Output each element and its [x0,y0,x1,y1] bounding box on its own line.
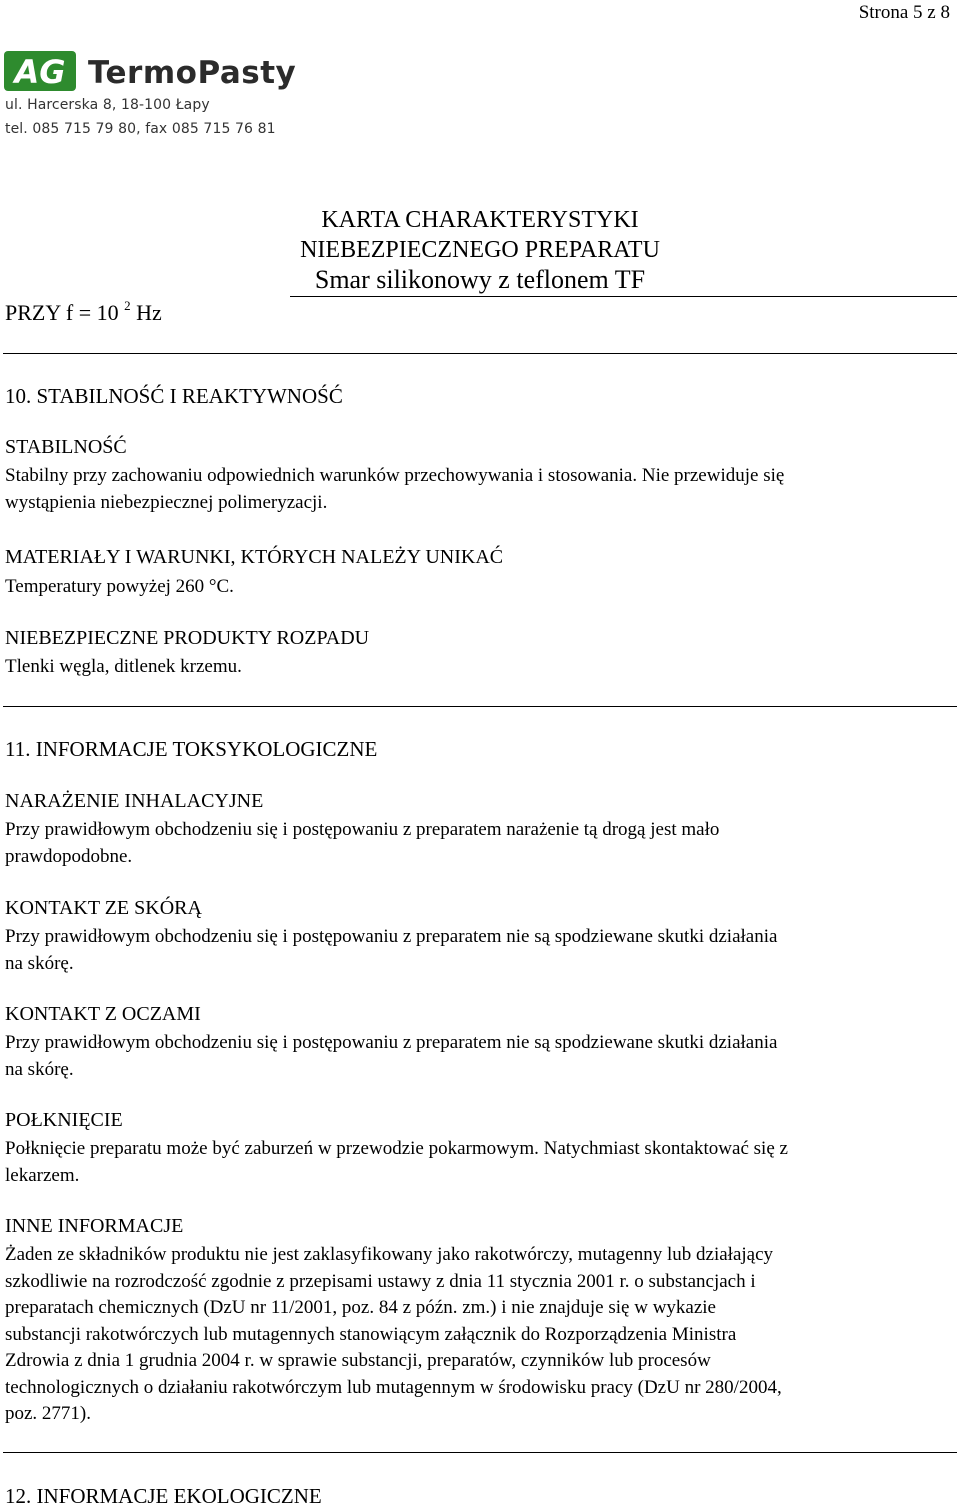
other-info-line: Żaden ze składników produktu nie jest zaklasyfikowany jako rakotwórczy, mutagenny lub działający [5,1244,774,1265]
section-12-heading: 12. INFORMACJE EKOLOGICZNE [5,1484,322,1508]
skin-text [5,924,957,977]
document-title-line-1: KARTA CHARAKTERYSTYKI [321,207,639,233]
eyes-text [5,1030,957,1083]
other-info-line: Zdrowia z dnia 1 grudnia 2004 r. w sprawie substancji, preparatów, czynników lub procesów [5,1350,711,1371]
prefix-exponent: 2 [124,298,131,313]
skin-line-1: Przy prawidłowym obchodzeniu się i postępowaniu z preparatem nie są spodziewane skutki działania [5,926,778,947]
avoid-text: Temperatury powyżej 260 °C. [5,576,234,597]
company-address: ul. Harcerska 8, 18-100 Łapy [5,97,210,113]
document-title-line-2: NIEBEZPIECZNEGO PREPARATU [300,237,660,263]
company-logo [4,48,324,94]
section-divider [3,1452,957,1453]
eyes-heading: KONTAKT Z OCZAMI [5,1003,201,1025]
page-number: Strona 5 z 8 [858,2,950,23]
stability-heading: STABILNOŚĆ [5,436,127,458]
ingestion-line-2: lekarzem. [5,1164,80,1186]
avoid-heading: MATERIAŁY I WARUNKI, KTÓRYCH NALEŻY UNIKAĆ [5,546,504,568]
section-10-heading: 10. STABILNOŚĆ I REAKTYWNOŚĆ [5,384,343,408]
section-11-heading: 11. INFORMACJE TOKSYKOLOGICZNE [5,737,378,761]
prefix-text: PRZY f = 10 [5,300,119,325]
eyes-line-1: Przy prawidłowym obchodzeniu się i postępowaniu z preparatem nie są spodziewane skutki działania [5,1032,778,1053]
other-info-line: substancji rakotwórczych lub mutagennych stanowiącym załącznik do Rozporządzenia Ministra [5,1323,737,1345]
skin-line-2: na skórę. [5,952,74,974]
logo-brand: TermoPasty [88,55,297,91]
other-info-heading: INNE INFORMACJE [5,1215,184,1237]
ingestion-text [5,1136,957,1189]
ingestion-heading: POŁKNIĘCIE [5,1109,123,1131]
section-divider [3,353,957,354]
termopasty-logo-icon [4,48,324,94]
section-divider [3,706,957,707]
other-info-line: preparatach chemicznych (DzU nr 11/2001, poz. 84 z późn. zm.) i nie znajduje się w wykazie [5,1297,716,1318]
decomposition-heading: NIEBEZPIECZNE PRODUKTY ROZPADU [5,627,370,649]
other-info-line: szkodliwie na rozrodczość zgodnie z przepisami ustawy z dnia 11 stycznia 2001 r. o substancjach i [5,1270,756,1292]
stability-text [5,463,957,516]
other-info-line: poz. 2771). [5,1403,92,1424]
logo-mark: AG [14,53,66,91]
company-phone: tel. 085 715 79 80, fax 085 715 76 81 [5,121,276,137]
skin-heading: KONTAKT ZE SKÓRĄ [5,897,202,919]
stability-line-1: Stabilny przy zachowaniu odpowiednich warunków przechowywania i stosowania. Nie przewiduje się [5,465,785,486]
decomposition-text: Tlenki węgla, ditlenek krzemu. [5,656,242,677]
document-subtitle: Smar silikonowy z teflonem TF [314,265,646,294]
other-info-line: technologicznych o działaniu rakotwórczym lub mutagennym w środowisku pracy (DzU nr 280/2004, [5,1376,782,1398]
prefix-fragment [5,300,162,326]
prefix-unit: Hz [136,300,162,325]
stability-line-2: wystąpienia niebezpiecznej polimeryzacji. [5,491,328,513]
ingestion-line-1: Połknięcie preparatu może być zaburzeń w przewodzie pokarmowym. Natychmiast skontaktować się z [5,1138,788,1159]
inhalation-heading: NARAŻENIE INHALACYJNE [5,790,264,812]
inhalation-line-2: prawdopodobne. [5,845,133,867]
eyes-line-2: na skórę. [5,1058,74,1080]
other-info-text [5,1242,957,1428]
title-underline [290,296,957,297]
inhalation-line-1: Przy prawidłowym obchodzeniu się i postępowaniu z preparatem narażenie tą drogą jest mało [5,819,720,840]
inhalation-text [5,817,957,870]
